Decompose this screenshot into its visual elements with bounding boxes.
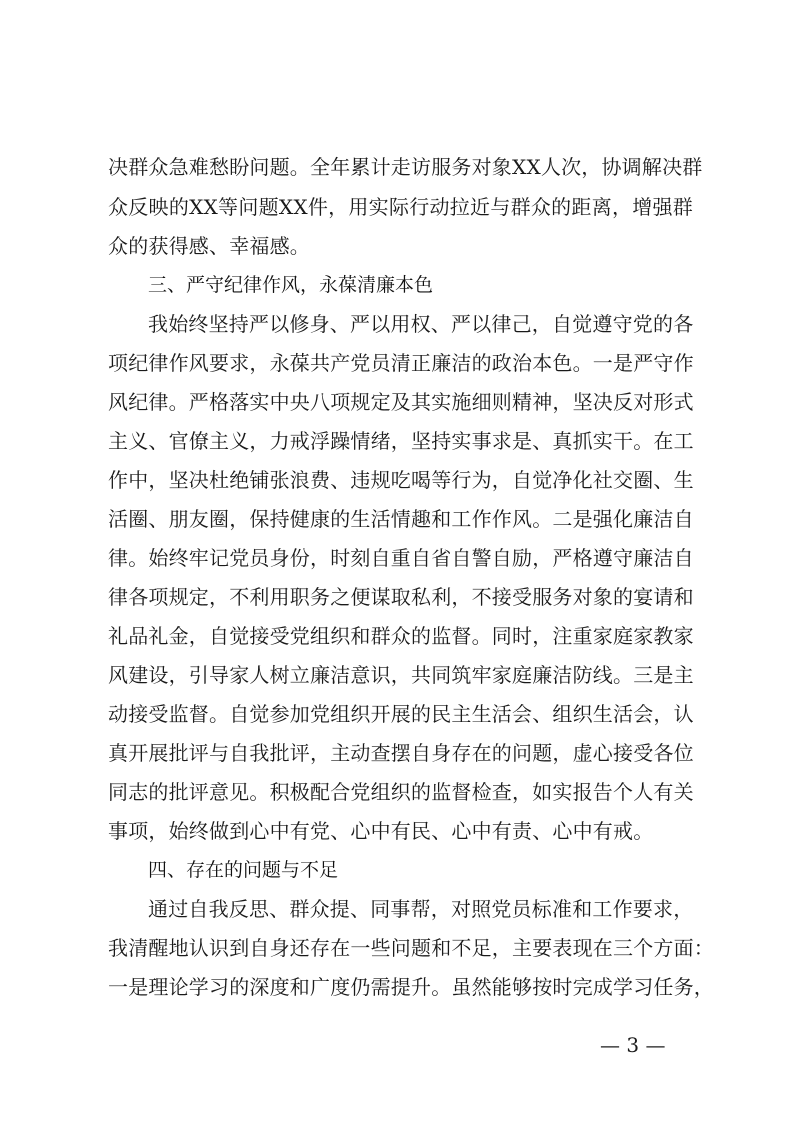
body-text-line: 律各项规定，不利用职务之便谋取私利，不接受服务对象的宴请和: [108, 585, 694, 609]
body-text-line: 通过自我反思、群众提、同事帮，对照党员标准和工作要求，: [148, 897, 694, 921]
body-text-line: 我始终坚持严以修身、严以用权、严以律己，自觉遵守党的各: [148, 312, 694, 336]
page-number: — 3 —: [600, 1033, 666, 1057]
section-heading-3: 三、严守纪律作风，永葆清廉本色: [148, 274, 434, 296]
body-text-line: 律。始终牢记党员身份，时刻自重自省自警自励，严格遵守廉洁自: [108, 546, 694, 570]
body-text-line: 动接受监督。自觉参加党组织开展的民主生活会、组织生活会，认: [108, 702, 694, 726]
section-heading-4: 四、存在的问题与不足: [148, 859, 339, 881]
body-text-line: 我清醒地认识到自身还存在一些问题和不足，主要表现在三个方面：: [108, 936, 714, 960]
body-text-line: 决群众急难愁盼问题。全年累计走访服务对象XX人次，协调解决群: [108, 155, 703, 179]
body-text-line: 众反映的XX等问题XX件，用实际行动拉近与群众的距离，增强群: [108, 195, 693, 219]
body-text-line: 活圈、朋友圈，保持健康的生活情趣和工作作风。二是强化廉洁自: [108, 507, 694, 531]
body-text-line: 礼品礼金，自觉接受党组织和群众的监督。同时，注重家庭家教家: [108, 624, 694, 648]
body-text-line: 主义、官僚主义，力戒浮躁情绪，坚持实事求是、真抓实干。在工: [108, 429, 694, 453]
body-text-line: 项纪律作风要求，永葆共产党员清正廉洁的政治本色。一是严守作: [108, 351, 694, 375]
body-text-line: 事项，始终做到心中有党、心中有民、心中有责、心中有戒。: [108, 819, 654, 843]
body-text-line: 作中，坚决杜绝铺张浪费、违规吃喝等行为，自觉净化社交圈、生: [108, 468, 694, 492]
body-text-line: 风纪律。严格落实中央八项规定及其实施细则精神，坚决反对形式: [108, 390, 694, 414]
body-text-line: 风建设，引导家人树立廉洁意识，共同筑牢家庭廉洁防线。三是主: [108, 663, 694, 687]
body-text-line: 同志的批评意见。积极配合党组织的监督检查，如实报告个人有关: [108, 780, 694, 804]
body-text-line: 一是理论学习的深度和广度仍需提升。虽然能够按时完成学习任务，: [108, 975, 714, 999]
body-text-line: 众的获得感、幸福感。: [108, 234, 310, 258]
body-text-line: 真开展批评与自我批评，主动查摆自身存在的问题，虚心接受各位: [108, 741, 694, 765]
